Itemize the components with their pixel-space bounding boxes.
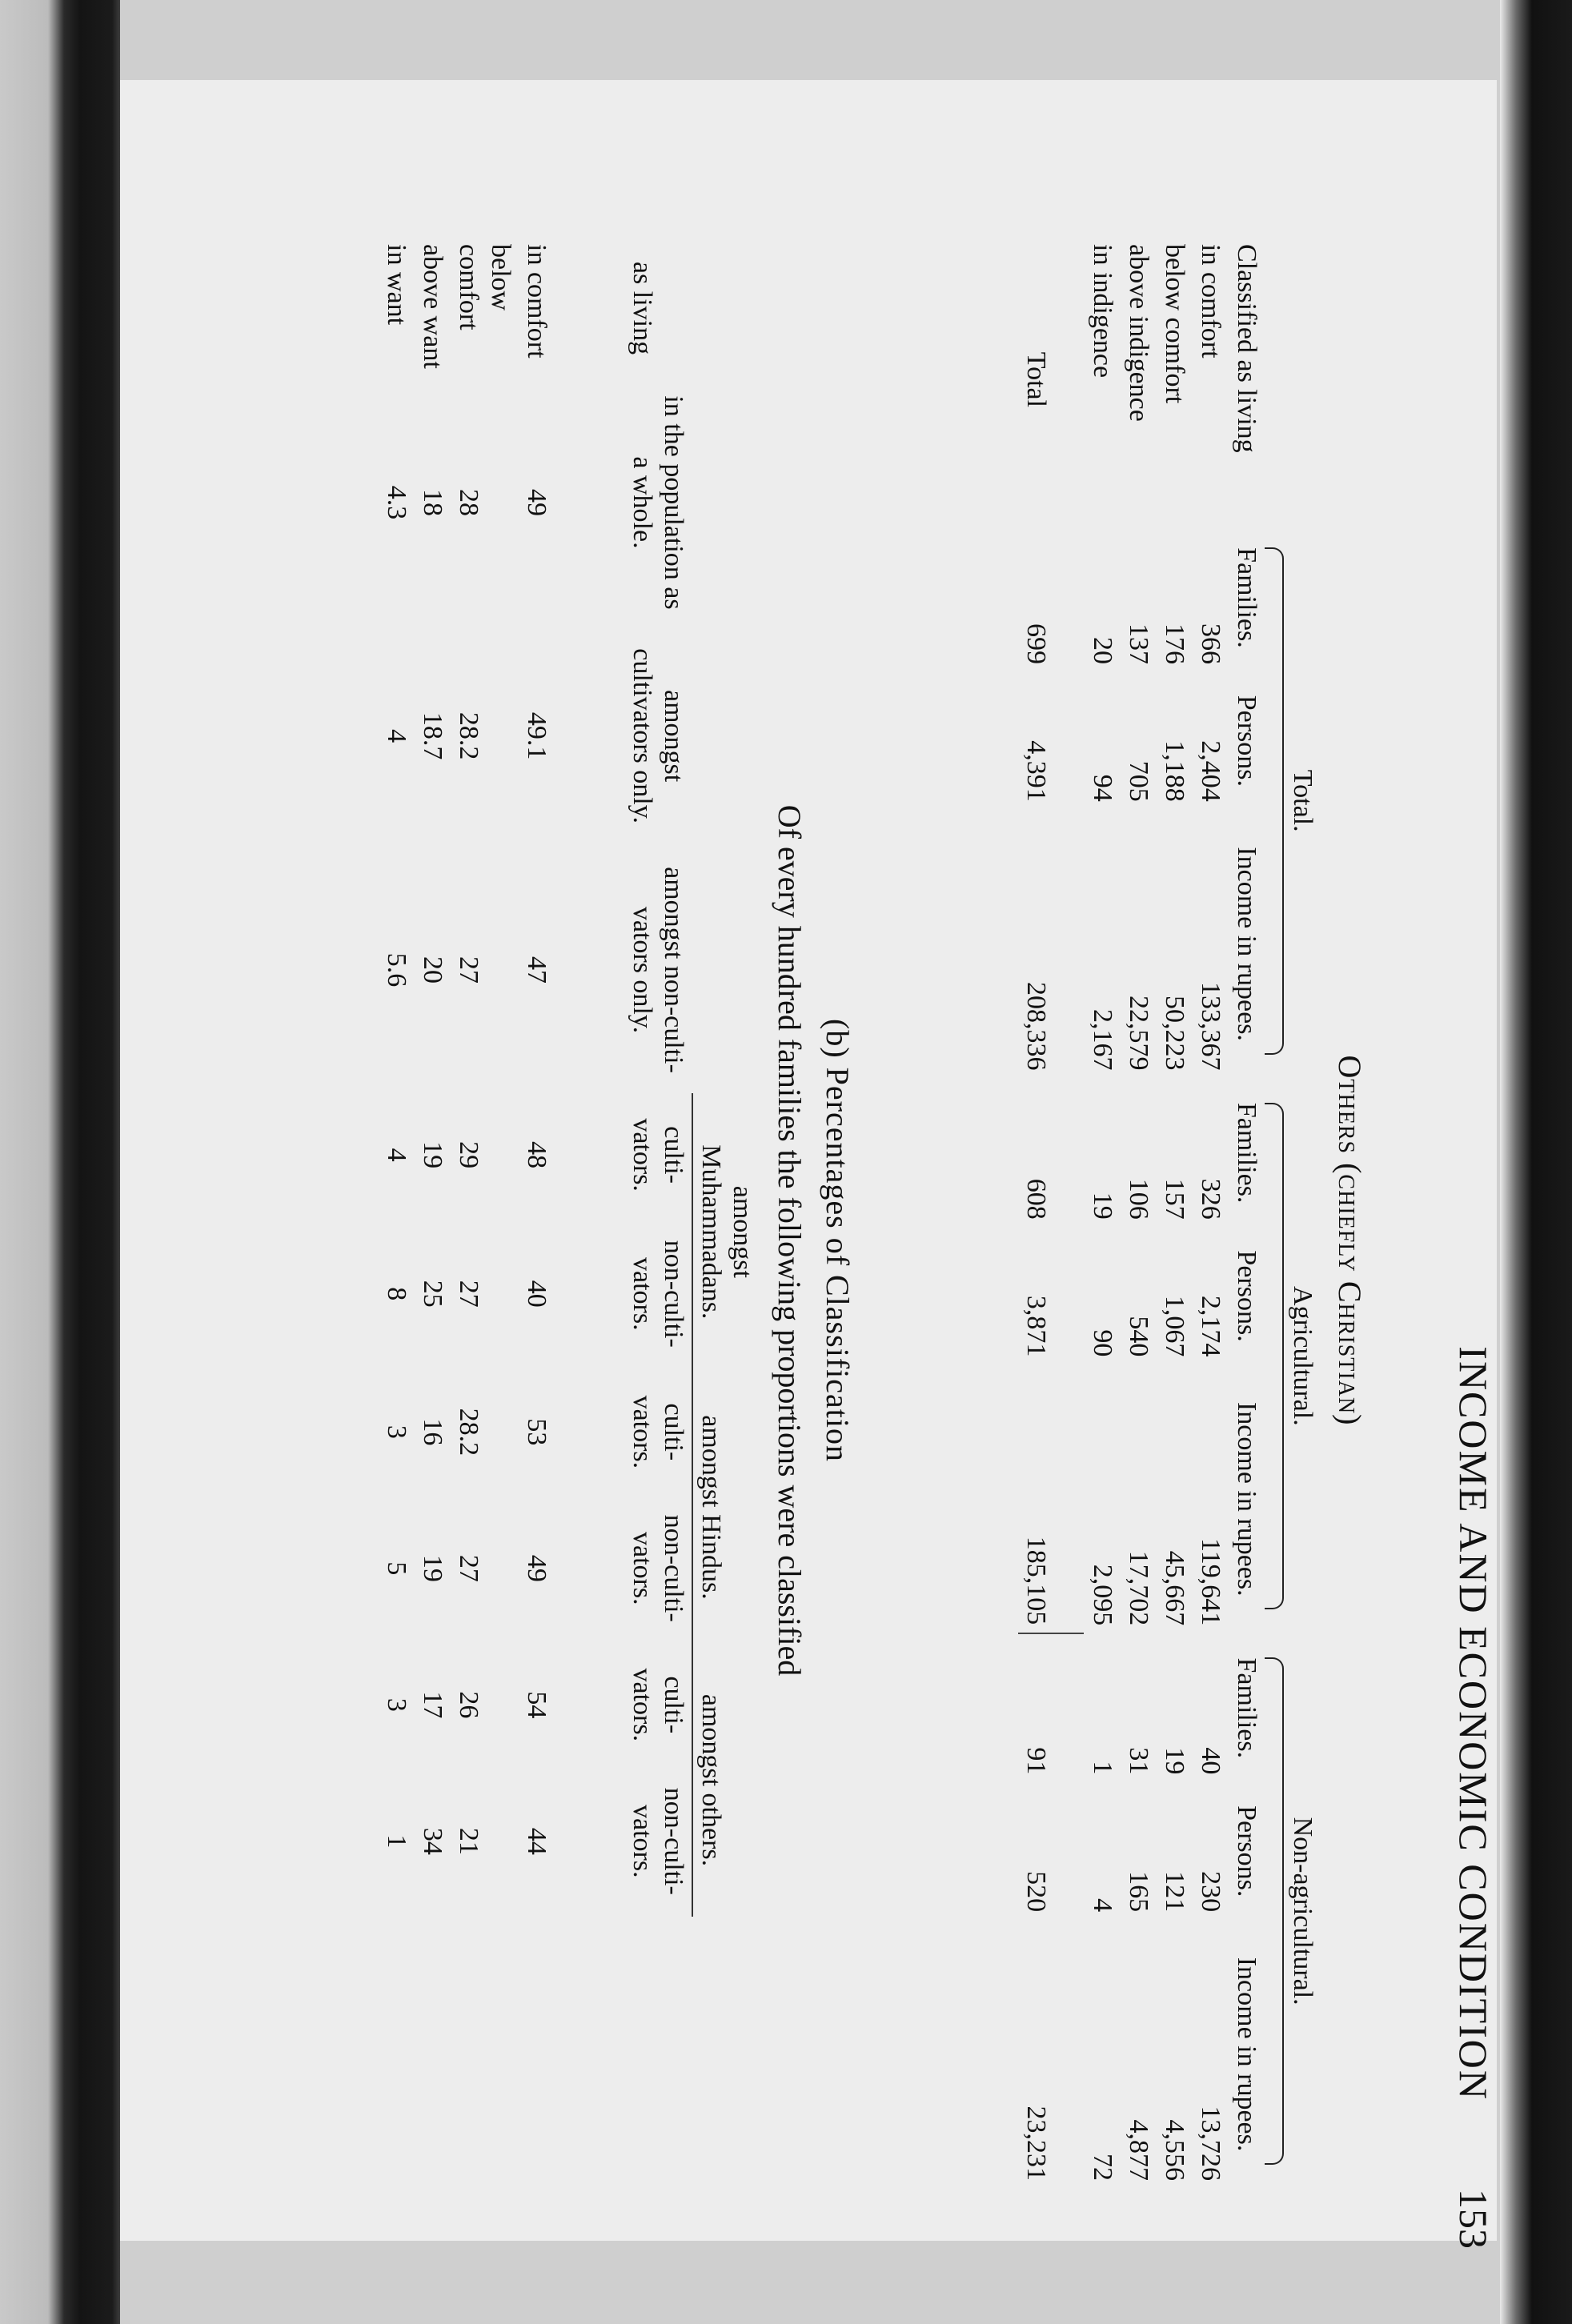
- cell: 2,167: [1087, 1009, 1117, 1071]
- cell: 119,641: [1195, 1537, 1225, 1626]
- cell: 16: [418, 1418, 448, 1446]
- cell: 185,105: [1021, 1536, 1052, 1625]
- cell: 540: [1123, 1316, 1153, 1357]
- cell: 5.6: [382, 952, 412, 988]
- col-header: Families.: [1231, 1657, 1261, 1759]
- page-number: 153: [1451, 2189, 1496, 2249]
- cell: 94: [1087, 774, 1117, 802]
- group-label: Total.: [1288, 769, 1317, 832]
- group-non-agricultural: [1265, 1633, 1321, 2189]
- cell: 4: [1087, 1898, 1117, 1913]
- row-label: below comfort: [1159, 244, 1189, 404]
- group-muhammadans: amongst Muhammadans.: [692, 1093, 760, 1371]
- cell: 121: [1159, 1871, 1189, 1913]
- cell: 3,871: [1021, 1295, 1052, 1357]
- table-row: [1157, 236, 1193, 2189]
- brace: [1265, 1657, 1284, 2165]
- cell: 3: [382, 1697, 412, 1712]
- cell: 208,336: [1021, 982, 1052, 1071]
- table-b-group-row: [692, 236, 760, 1917]
- cell: 28.2: [454, 1408, 484, 1457]
- cell: 27: [454, 1280, 484, 1308]
- scan-left-edge: [0, 0, 120, 2324]
- col-header: amongst cultivators only.: [627, 648, 688, 823]
- cell: 608: [1021, 1178, 1052, 1220]
- cell: 29: [454, 1141, 484, 1169]
- row-label: below comfort: [454, 244, 515, 331]
- group-agricultural: [1265, 1079, 1321, 1634]
- col-header: Income in rupees.: [1231, 1401, 1261, 1597]
- rotated-content: [208, 208, 1553, 2273]
- cell: 54: [521, 1691, 551, 1719]
- cell: 31: [1123, 1747, 1153, 1775]
- col-header: Families.: [1231, 1102, 1261, 1204]
- cell: 1: [382, 1834, 412, 1849]
- cell: 520: [1021, 1871, 1052, 1913]
- table-b-title: (b) Percentages of Classification: [820, 1019, 856, 1462]
- row-label: in indigence: [1087, 244, 1117, 379]
- cell: 106: [1123, 1178, 1153, 1220]
- cell: 27: [454, 1554, 484, 1582]
- cell: 72: [1087, 2154, 1117, 2181]
- cell: 40: [521, 1280, 551, 1308]
- cell: 17,702: [1123, 1550, 1153, 1626]
- cell: 45,667: [1159, 1550, 1189, 1626]
- cell: 19: [1159, 1747, 1189, 1775]
- cell: 27: [454, 956, 484, 984]
- table-b-intro: Of every hundred families the following proportions were classified: [772, 804, 808, 1677]
- running-header: [1449, 208, 1497, 2273]
- brace: [1265, 547, 1284, 1055]
- cell: 2,095: [1087, 1564, 1117, 1626]
- table-b: [379, 236, 760, 1917]
- cell: 4,877: [1123, 2119, 1153, 2181]
- table-a: [1018, 236, 1321, 2189]
- cell: 230: [1195, 1871, 1225, 1913]
- table-row: [1084, 236, 1120, 2189]
- col-header: in the population as a whole.: [627, 395, 688, 610]
- cell: 18: [418, 488, 448, 516]
- cell: 19: [418, 1141, 448, 1169]
- col-header: Persons.: [1231, 695, 1261, 787]
- row-label: in comfort: [521, 244, 551, 359]
- group-label: Agricultural.: [1288, 1286, 1317, 1426]
- cell: 53: [521, 1418, 551, 1446]
- cell: 26: [454, 1691, 484, 1719]
- group-total: [1265, 523, 1321, 1079]
- cell: 50,223: [1159, 996, 1189, 1071]
- subcol-header: culti-vators.: [627, 1118, 688, 1192]
- cell: 176: [1159, 623, 1189, 665]
- cell: 47: [521, 956, 551, 984]
- cell: 1: [1087, 1761, 1117, 1775]
- cell: 2,174: [1195, 1295, 1225, 1357]
- cell: 699: [1021, 623, 1052, 665]
- cell: 28.2: [454, 711, 484, 760]
- cell: 34: [418, 1827, 448, 1855]
- col-header: Income in rupees.: [1231, 1957, 1261, 2152]
- cell: 22,579: [1123, 996, 1153, 1071]
- cell: 49.1: [521, 711, 551, 760]
- book-page: [120, 80, 1497, 2249]
- cell: 25: [418, 1280, 448, 1308]
- cell: 1,188: [1159, 740, 1189, 802]
- col-header: Persons.: [1231, 1250, 1261, 1342]
- row-label: above indigence: [1123, 244, 1153, 422]
- cell: 3: [382, 1424, 412, 1439]
- total-label: Total: [1021, 351, 1052, 408]
- cell: 28: [454, 488, 484, 516]
- table-a-row-header: Classified as living: [1231, 244, 1261, 453]
- cell: 19: [1087, 1192, 1117, 1220]
- cell: 4: [382, 729, 412, 743]
- header-title: INCOME AND ECONOMIC CONDITION: [1451, 1346, 1496, 2101]
- col-header: Income in rupees.: [1231, 847, 1261, 1041]
- table-a-title: Others (chiefly Christian): [1332, 1055, 1368, 1426]
- cell: 49: [521, 488, 551, 516]
- col-header: Families.: [1231, 547, 1261, 648]
- cell: 49: [521, 1554, 551, 1582]
- cell: 4.3: [382, 485, 412, 520]
- cell: 90: [1087, 1329, 1117, 1357]
- table-row: [519, 236, 624, 1917]
- group-hindus: amongst Hindus.: [692, 1371, 760, 1644]
- cell: 23,231: [1021, 2106, 1052, 2181]
- col-header: Persons.: [1231, 1805, 1261, 1897]
- cell: 5: [382, 1561, 412, 1576]
- cell: 20: [1087, 637, 1117, 665]
- subcol-header: non-culti-vators.: [627, 1240, 688, 1348]
- cell: 133,367: [1195, 982, 1225, 1071]
- table-row: [415, 236, 451, 1917]
- cell: 4: [382, 1148, 412, 1162]
- cell: 48: [521, 1141, 551, 1169]
- cell: 44: [521, 1827, 551, 1855]
- cell: 17: [418, 1691, 448, 1719]
- table-row: [451, 236, 518, 1917]
- cell: 8: [382, 1287, 412, 1301]
- group-label: Non-agricultural.: [1288, 1817, 1317, 2005]
- row-label: in comfort: [1195, 244, 1225, 359]
- table-row: [1193, 236, 1229, 2189]
- table-row: [379, 236, 415, 1917]
- cell: 19: [418, 1554, 448, 1582]
- subcol-header: culti-vators.: [627, 1395, 688, 1469]
- cell: 91: [1018, 1633, 1084, 1782]
- row-label: above want: [418, 244, 448, 369]
- brace: [1265, 1103, 1284, 1610]
- subcol-header: non-culti-vators.: [627, 1787, 688, 1895]
- cell: 18.7: [418, 711, 448, 760]
- subcol-header: culti-vators.: [627, 1668, 688, 1742]
- table-b-row-header: as living: [627, 261, 657, 355]
- cell: 366: [1195, 623, 1225, 665]
- cell: 40: [1195, 1747, 1225, 1775]
- total-row: [1018, 236, 1084, 2189]
- cell: 13,726: [1195, 2106, 1225, 2181]
- cell: 165: [1123, 1871, 1153, 1913]
- cell: 2,404: [1195, 740, 1225, 802]
- cell: 157: [1159, 1178, 1189, 1220]
- cell: 20: [418, 956, 448, 984]
- cell: 4,391: [1021, 740, 1052, 802]
- col-header: amongst non-culti-vators only.: [627, 867, 688, 1073]
- table-a-column-row: [1229, 236, 1265, 2189]
- row-label: in want: [382, 244, 412, 326]
- cell: 4,556: [1159, 2119, 1189, 2181]
- cell: 21: [454, 1827, 484, 1855]
- subcol-header: non-culti-vators.: [627, 1514, 688, 1622]
- group-others: amongst others.: [692, 1644, 760, 1917]
- table-row: [1121, 236, 1157, 2189]
- cell: 705: [1123, 760, 1153, 802]
- cell: 326: [1195, 1178, 1225, 1220]
- table-a-group-row: [1265, 236, 1321, 2189]
- cell: 1,067: [1159, 1295, 1189, 1357]
- cell: 137: [1123, 623, 1153, 665]
